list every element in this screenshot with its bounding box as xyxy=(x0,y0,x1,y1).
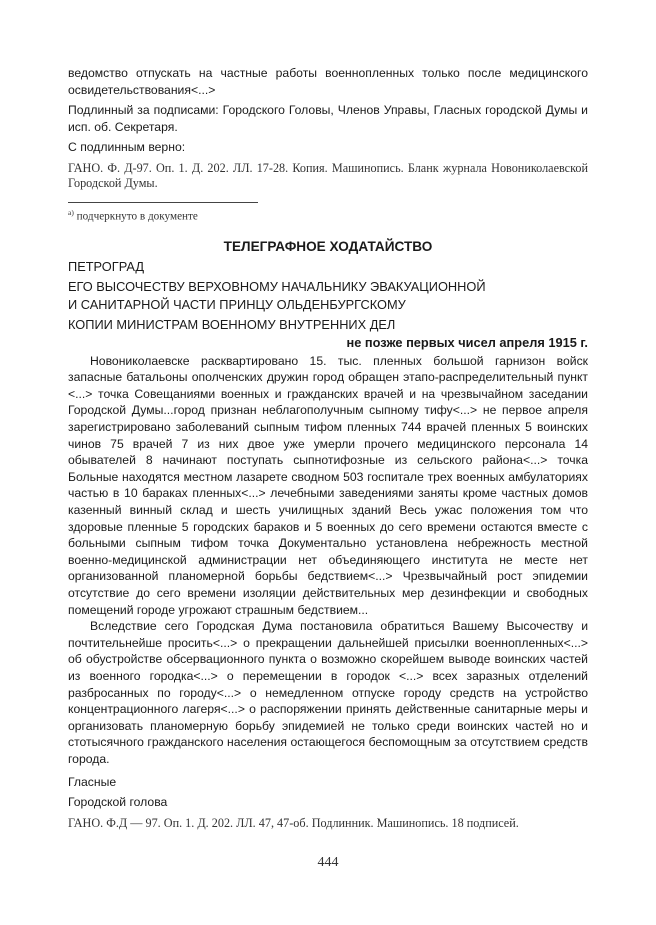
telegram-addressee-line1: ЕГО ВЫСОЧЕСТВУ ВЕРХОВНОМУ НАЧАЛЬНИКУ ЭВАКУАЦИОННОЙ xyxy=(68,279,486,295)
page-number: 444 xyxy=(317,855,339,870)
footnote-mark: а) xyxy=(68,207,74,217)
footnote-divider xyxy=(68,202,258,203)
telegram-city: ПЕТРОГРАД xyxy=(68,258,144,274)
archive-source-2: ГАНО. Ф.Д — 97. Оп. 1. Д. 202. ЛЛ. 47, 47-об. Подлинник. Машинопись. 18 подписей. xyxy=(68,815,519,830)
paragraph-continuation: ведомство отпускать на частные работы военнопленных только после медицинского освидетельствования<...> xyxy=(68,66,588,97)
footnote-text: подчеркнуто в документе xyxy=(73,210,198,223)
document-title: ТЕЛЕГРАФНОЕ ХОДАТАЙСТВО xyxy=(223,238,433,254)
document-page xyxy=(68,65,588,831)
telegram-body-paragraph-1: Новониколаевске расквартировано 15. тыс. пленных большой гарнизон войск запасные батальоны ополченских дружин город обращен этапо-распределительный пункт <...> точка Совещаниями военных и гражданских врачей и на чрезвычайном заседании Городской Думы...город признан неблагополучным сыпному тифу<...> не первое апреля зарегистрировано заболеваний сыпным тифом пленных 744 врачей пленных 5 воинских чинов 75 врачей 7 из них двое уже умерли прочего медицинского персонала 14 обывателей 8 начинают поступать сыпнотифозные из сельского района<...> точка Больные находятся местном лазарете сводном 503 госпитале трех военных амбулаториях частью в 10 бараках пленных<...> лечебными заведениями заняты кроме частных домов казенный винный склад и шесть училищных зданий Весь ужас положения том что здоровые пленные 5 городских бараков и 5 военных до сего времени остаются вместе с больными сыпным тифом точка Документально установлена небрежность местной военно-медицинской администрации нет объединяющего института не месте нет организованной планомерной борьбы бедствием<...> Чрезвычайный рост эпидемии отсутствие до сего времени изоляции действительных мер дезинфекции и свободных помещений городе угрожают страшным бедствием... xyxy=(68,353,588,617)
footnote xyxy=(68,208,588,223)
telegram-date: не позже первых чисел апреля 1915 г. xyxy=(346,334,588,350)
paragraph-certified: С подлинным верно: xyxy=(68,140,186,155)
signature-deputies: Гласные xyxy=(68,774,117,789)
signature-mayor: Городской голова xyxy=(68,795,168,810)
telegram-body-paragraph-2: Вследствие сего Городская Дума постановила обратиться Вашему Высочеству и почтительнейше просить<...> о прекращении дальнейшей присылки военнопленных<...> об обустройстве обсервационного пункта о возможно скорейшем выводе воинских частей из военного городка<...> о перемещении в городок <...> всех заразных отделений разбросанных по городу<...> о немедленном отпуске городу средств на устройство концентрационного лагеря<...> о распоряжении принять действенные санитарные меры и организовать планомерную борьбу эпидемией не только среди воинских частей но и стотысячного гражданского населения остающегося беспомощным за отсутствием средств города. xyxy=(68,619,588,766)
paragraph-signatures-note: Подлинный за подписами: Городского Головы, Членов Управы, Гласных городской Думы и исп. об. Секретаря. xyxy=(68,103,588,134)
archive-source-1: ГАНО. Ф. Д-97. Оп. 1. Д. 202. ЛЛ. 17-28. Копия. Машинопись. Бланк журнала Новониколаевской Городской Думы. xyxy=(68,160,588,191)
telegram-copies: КОПИИ МИНИСТРАМ ВОЕННОМУ ВНУТРЕННИХ ДЕЛ xyxy=(68,317,396,333)
telegram-addressee-line2: И САНИТАРНОЙ ЧАСТИ ПРИНЦУ ОЛЬДЕНБУРГСКОМУ xyxy=(68,296,406,312)
